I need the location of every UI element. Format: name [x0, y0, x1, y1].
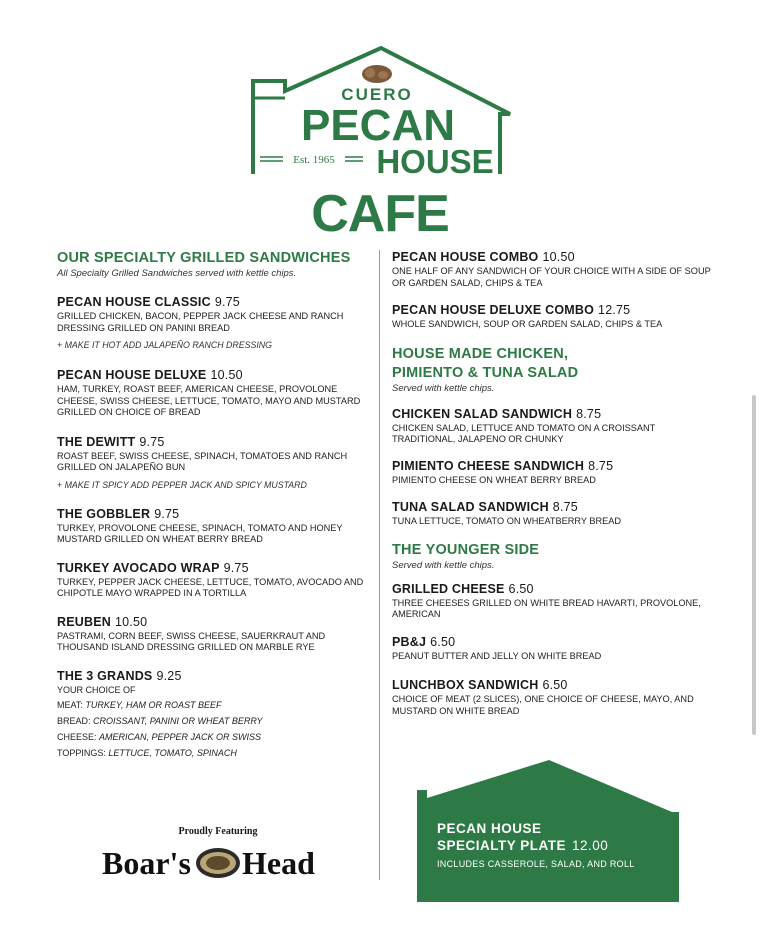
proudly-featuring: Proudly Featuring — [178, 826, 258, 837]
menu-item — [392, 678, 712, 717]
item-name: PECAN HOUSE COMBO — [392, 250, 539, 264]
item-price: 10.50 — [542, 250, 575, 264]
specialty-plate-panel — [417, 760, 682, 902]
menu-item — [57, 295, 370, 351]
logo-name-line2: HOUSE — [376, 143, 494, 180]
item-desc: HAM, TURKEY, ROAST BEEF, AMERICAN CHEESE, PROVOLONE CHEESE, SWISS CHEESE, LETTUCE, TOMATO, MAYO AND MUSTARD GRILLED ON CHOICE OF BREAD — [57, 384, 361, 417]
item-desc: PEANUT BUTTER AND JELLY ON WHITE BREAD — [392, 650, 602, 661]
column-divider — [379, 250, 380, 880]
item-desc: CHOICE OF MEAT (2 SLICES), ONE CHOICE OF CHEESE, MAYO, AND MUSTARD ON WHITE BREAD — [392, 694, 694, 716]
item-price: 6.50 — [508, 581, 534, 596]
item-price: 8.75 — [552, 500, 578, 514]
menu-item — [392, 582, 712, 621]
logo-name-line1: PECAN — [300, 101, 456, 150]
item-desc: ONE HALF OF ANY SANDWICH OF YOUR CHOICE WITH A SIDE OF SOUP OR GARDEN SALAD, CHIPS & TEA — [392, 266, 711, 288]
plate-desc: INCLUDES CASSEROLE, SALAD, AND ROLL — [437, 859, 635, 869]
item-name: PECAN HOUSE DELUXE — [57, 368, 207, 382]
item-desc: PIMIENTO CHEESE ON WHEAT BERRY BREAD — [392, 474, 596, 485]
cafe-title: CAFE — [311, 185, 449, 243]
logo-town: CUERO — [341, 85, 413, 104]
item-name: CHICKEN SALAD SANDWICH — [392, 406, 573, 421]
item-name: GRILLED CHEESE — [392, 581, 505, 596]
cafe-logo — [245, 46, 515, 246]
menu-item — [392, 459, 712, 487]
item-name: THE DEWITT — [57, 434, 136, 449]
grands-toppings: TOPPINGS: LETTUCE, TOMATO, SPINACH — [57, 747, 237, 758]
item-name: LUNCHBOX SANDWICH — [392, 678, 539, 692]
item-price: 9.25 — [156, 668, 182, 683]
section-title-house-1: HOUSE MADE CHICKEN, — [392, 345, 569, 362]
item-name: PIMIENTO CHEESE SANDWICH — [392, 458, 585, 473]
pecan-house-logo — [245, 46, 515, 191]
item-desc: WHOLE SANDWICH, SOUP OR GARDEN SALAD, CHIPS & TEA — [392, 319, 663, 329]
house-made-section — [392, 346, 712, 395]
grands-bread: BREAD: CROISSANT, PANINI OR WHEAT BERRY — [57, 715, 263, 726]
item-name: PECAN HOUSE CLASSIC — [57, 295, 211, 309]
menu-item — [57, 507, 370, 546]
boars-head-logo — [100, 842, 330, 882]
item-price: 6.50 — [542, 678, 568, 692]
item-desc: GRILLED CHICKEN, BACON, PEPPER JACK CHEESE AND RANCH DRESSING GRILLED ON PANINI BREAD — [57, 311, 344, 333]
item-price: 8.75 — [588, 458, 614, 473]
specialty-sandwiches-column — [57, 250, 370, 761]
item-name: TUNA SALAD SANDWICH — [392, 500, 549, 514]
item-price: 12.75 — [598, 303, 631, 317]
section-note-house: Served with kettle chips. — [392, 382, 495, 394]
section-note-younger: Served with kettle chips. — [392, 559, 495, 571]
item-name: PECAN HOUSE DELUXE COMBO — [392, 303, 595, 317]
grands-cheese: CHEESE: AMERICAN, PEPPER JACK OR SWISS — [57, 731, 262, 742]
boar-emblem-icon — [196, 848, 240, 878]
section-title-specialty: OUR SPECIALTY GRILLED SANDWICHES — [57, 250, 351, 266]
item-desc: CHICKEN SALAD, LETTUCE AND TOMATO ON A CROISSANT TRADITIONAL, JALAPENO OR CHUNKY — [392, 422, 656, 444]
younger-side-section — [392, 542, 712, 572]
plate-title-line1: PECAN HOUSE — [437, 821, 542, 836]
section-title-house-2: PIMIENTO & TUNA SALAD — [392, 364, 579, 381]
menu-page — [40, 18, 725, 928]
item-desc: PASTRAMI, CORN BEEF, SWISS CHEESE, SAUERKRAUT AND THOUSAND ISLAND DRESSING GRILLED ON MARBLE RYE — [57, 630, 326, 652]
item-price: 10.50 — [114, 614, 148, 629]
item-name: TURKEY AVOCADO WRAP — [57, 560, 220, 575]
item-desc: THREE CHEESES GRILLED ON WHITE BREAD HAVARTI, PROVOLONE, AMERICAN — [392, 597, 701, 619]
item-desc: TUNA LETTUCE, TOMATO ON WHEATBERRY BREAD — [392, 516, 622, 526]
plate-price: 12.00 — [572, 838, 609, 853]
item-note: + MAKE IT HOT ADD JALAPEÑO RANCH DRESSING — [57, 340, 272, 350]
page-scrollbar[interactable] — [752, 395, 756, 735]
menu-item — [57, 561, 370, 600]
item-name: REUBEN — [57, 614, 111, 629]
grands-intro: YOUR CHOICE OF — [57, 684, 136, 695]
item-name: PB&J — [392, 634, 427, 649]
menu-item — [392, 407, 712, 446]
item-name: THE GOBBLER — [57, 506, 151, 521]
item-desc: TURKEY, PEPPER JACK CHEESE, LETTUCE, TOMATO, AVOCADO AND CHIPOTLE MAYO WRAPPED IN A TORTILLA — [57, 576, 364, 598]
menu-item-three-grands — [57, 669, 370, 761]
item-price: 9.75 — [154, 506, 180, 521]
menu-item — [57, 435, 370, 491]
menu-item — [57, 368, 370, 419]
menu-item — [57, 615, 370, 654]
plate-title-line2: SPECIALTY PLATE — [437, 838, 567, 853]
item-note: + MAKE IT SPICY ADD PEPPER JACK AND SPICY MUSTARD — [57, 479, 307, 490]
head-text: Head — [242, 845, 315, 881]
item-desc: TURKEY, PROVOLONE CHEESE, SPINACH, TOMATO AND HONEY MUSTARD GRILLED ON WHEAT BERRY BREAD — [57, 522, 343, 544]
item-name: THE 3 GRANDS — [57, 668, 153, 683]
item-price: 10.50 — [210, 368, 243, 382]
item-price: 9.75 — [214, 295, 240, 309]
logo-established: Est. 1965 — [293, 154, 335, 166]
menu-item — [392, 500, 712, 528]
pecan-icon — [362, 65, 392, 83]
item-price: 8.75 — [576, 406, 602, 421]
item-price: 6.50 — [430, 634, 456, 649]
section-title-younger: THE YOUNGER SIDE — [392, 541, 540, 558]
combos-salads-column — [392, 250, 712, 717]
section-note-specialty: All Specialty Grilled Sandwiches served with kettle chips. — [57, 268, 297, 279]
menu-item — [392, 303, 712, 331]
menu-item — [392, 250, 712, 289]
menu-item — [392, 635, 712, 663]
item-desc: ROAST BEEF, SWISS CHEESE, SPINACH, TOMATOES AND RANCH GRILLED ON JALAPEÑO BUN — [57, 450, 348, 472]
grands-meat: MEAT: TURKEY, HAM OR ROAST BEEF — [57, 699, 222, 710]
item-price: 9.75 — [223, 560, 249, 575]
boars-text: Boar's — [102, 845, 191, 881]
item-price: 9.75 — [139, 434, 165, 449]
